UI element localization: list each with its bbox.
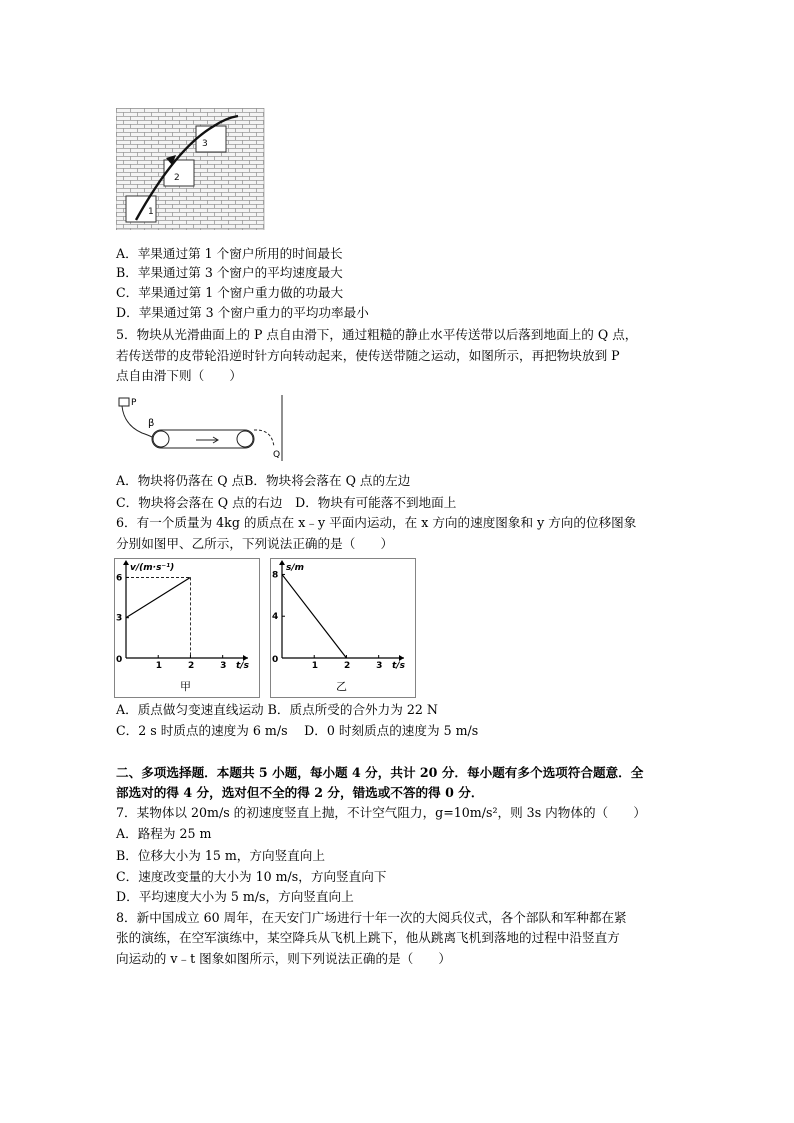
block-landing-path [254,430,274,447]
chart-frame [271,559,416,698]
x-tick-label: 1 [311,661,318,671]
pulley-left [153,431,169,447]
section-2-heading-line-2: 部选对的得 4 分，选对但不全的得 2 分，错选或不答的得 0 分． [116,785,484,800]
q6-options-line-1: A．质点做匀变速直线运动 B．质点所受的合外力为 22 N [116,702,438,717]
x-tick-label: 2 [187,661,195,671]
q6-options-line-2: C．2 s 时质点的速度为 6 m/s D．0 时刻质点的速度为 5 m/s [116,723,479,738]
window-label-1: 1 [148,207,154,217]
conveyor-belt [152,430,254,448]
apple-window-figure [116,108,266,230]
point-q-label: Q [273,450,281,460]
q7-stem: 7．某物体以 20m/s 的初速度竖直上抛，不计空气阻力，g=10m/s²，则 3s 内物体的（ ） [116,805,646,820]
conveyor-figure [112,395,288,461]
q4-option-d: D．苹果通过第 3 个窗户重力的平均功率最小 [116,305,369,320]
q7-option-b: B．位移大小为 15 m，方向竖直向上 [116,848,325,863]
y-axis-label: s/m [286,563,305,573]
y-tick-label: 8 [272,570,279,581]
q4-option-a: A．苹果通过第 1 个窗户所用的时间最长 [116,246,343,261]
q8-stem-line-1: 8．新中国成立 60 周年，在天安门广场进行十年一次的大阅兵仪式，各个部队和军种都在紧 [116,910,627,925]
q4-option-c: C．苹果通过第 1 个窗户重力做的功最大 [116,285,344,300]
q7-option-c: C．速度改变量的大小为 10 m/s，方向竖直向下 [116,869,387,884]
angle-beta-label: β [148,418,155,429]
q5-stem-line-3: 点自由滑下则（ ） [116,368,242,383]
chart-caption: 甲 [180,680,191,693]
pulley-right [237,431,253,447]
x-axis-label: t/s [392,661,405,671]
belt-direction-arrow-icon [196,437,218,443]
x-tick-label: 1 [155,661,162,671]
y-axis-label: v/(m·s⁻¹) [130,563,175,573]
q8-stem-line-2: 张的演练，在空军演练中，某空降兵从飞机上跳下，他从跳离飞机到落地的过程中沿竖直方 [116,930,620,945]
origin-label: 0 [116,655,123,665]
q8-stem-line-3: 向运动的 v﹣t 图象如图所示，则下列说法正确的是（ ） [116,951,452,966]
displacement-chart [270,558,416,698]
series-line [282,574,346,658]
point-p-label: P [131,398,137,408]
y-tick-label: 3 [116,613,123,624]
q7-option-d: D．平均速度大小为 5 m/s，方向竖直向上 [116,889,354,904]
q5-stem-line-1: 5．物块从光滑曲面上的 P 点自由滑下，通过粗糙的静止水平传送带以后落到地面上的 Q 点， [116,327,638,342]
origin-label: 0 [272,655,279,665]
q5-options-line-2: C．物块将会落在 Q 点的右边 D．物块有可能落不到地面上 [116,495,457,510]
series-line [126,577,190,617]
chart-caption: 乙 [336,680,347,693]
y-axis-arrow-icon [279,560,285,565]
window-3 [196,126,226,152]
q7-option-a: A．路程为 25 m [116,826,212,841]
x-tick-label: 3 [376,661,383,671]
q5-options-line-1: A．物块将仍落在 Q 点B．物块将会落在 Q 点的左边 [116,473,411,488]
y-axis-arrow-icon [123,560,129,565]
window-label-3: 3 [202,139,208,149]
q4-option-b: B．苹果通过第 3 个窗户的平均速度最大 [116,265,343,280]
q6-stem-line-2: 分别如图甲、乙所示，下列说法正确的是（ ） [116,536,394,551]
x-axis-label: t/s [236,661,249,671]
x-tick-label: 2 [343,661,351,671]
y-tick-label: 6 [116,573,123,584]
y-tick-label: 4 [272,612,279,623]
window-label-2: 2 [174,173,180,183]
x-tick-label: 3 [220,661,227,671]
velocity-chart [114,558,260,698]
q5-stem-line-2: 若传送带的皮带轮沿逆时针方向转动起来，使传送带随之运动，如图所示，再把物块放到 P [116,348,620,363]
section-2-heading-line-1: 二、多项选择题．本题共 5 小题，每小题 4 分，共计 20 分．每小题有多个选项符合题意．全 [116,765,644,780]
q6-stem-line-1: 6．有一个质量为 4kg 的质点在 x﹣y 平面内运动，在 x 方向的速度图象和 y 方向的位移图象 [116,515,637,530]
